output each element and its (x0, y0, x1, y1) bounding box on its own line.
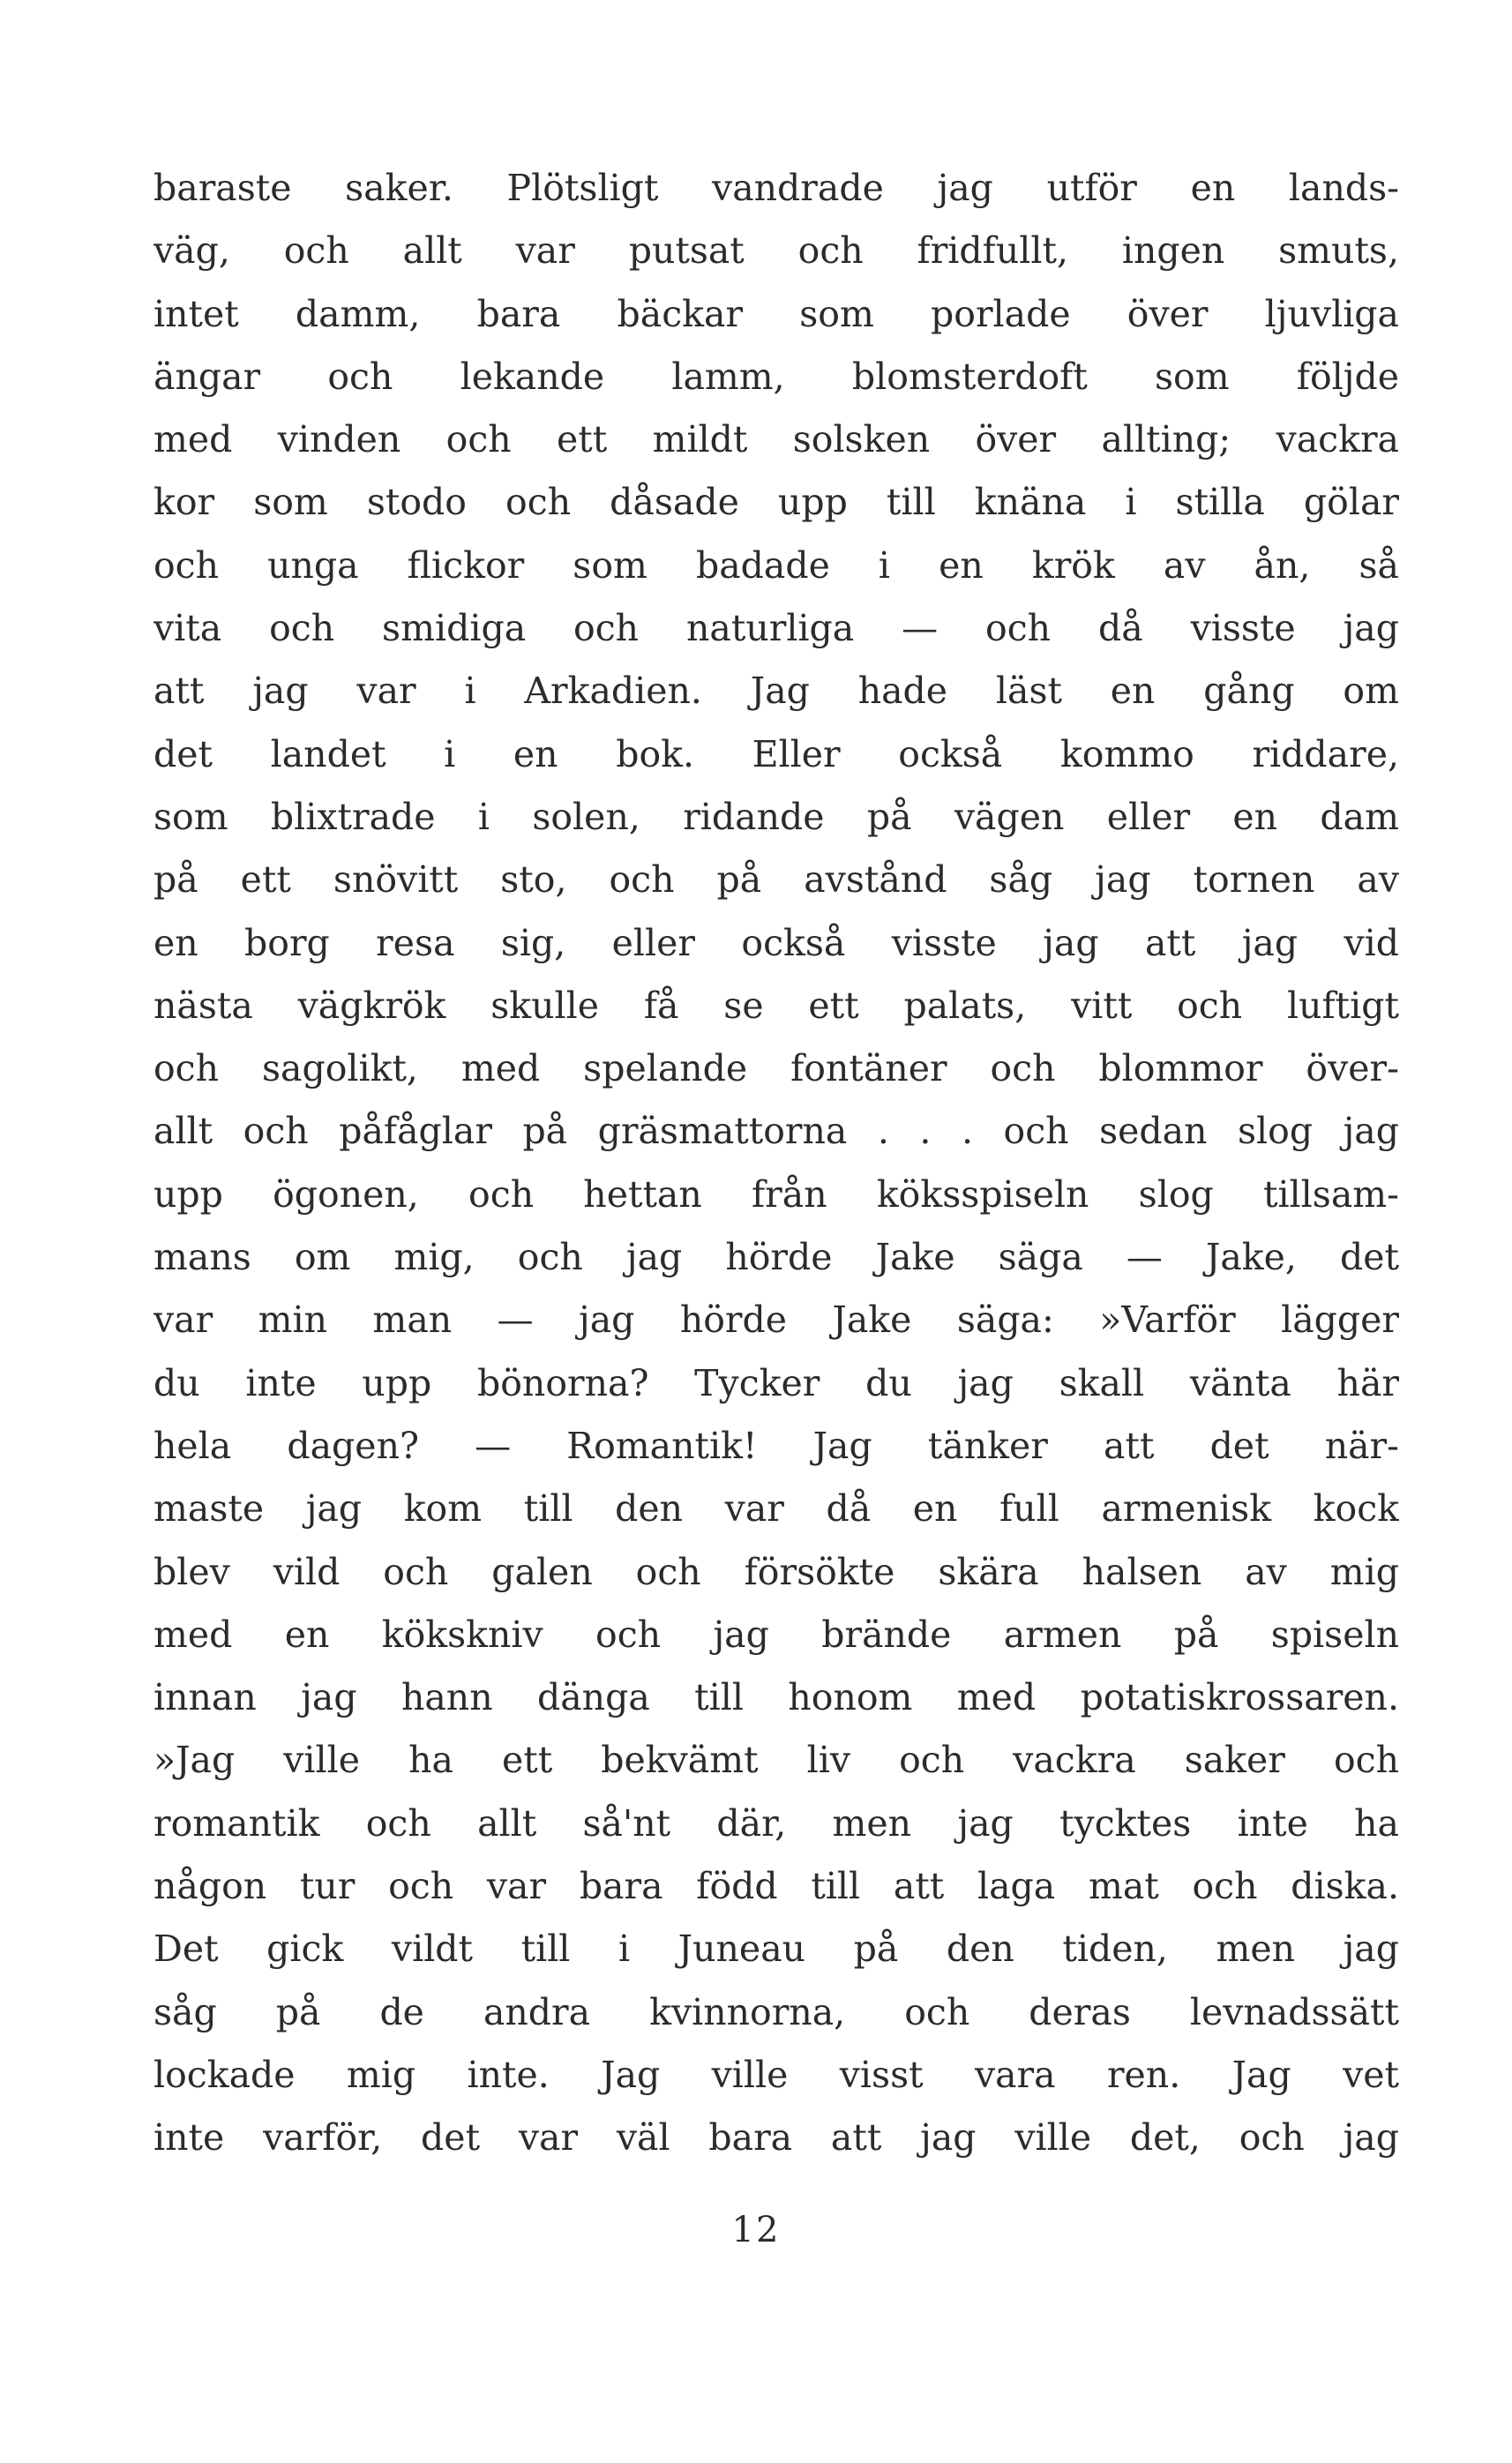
text-line: en borg resa sig, eller också visste jag att jag vid (153, 921, 1399, 964)
text-line: och unga flickor som badade i en krök av ån, så (153, 543, 1399, 587)
text-line: väg, och allt var putsat och fridfullt, ingen smuts, (153, 229, 1399, 273)
text-line: hela dagen? — Romantik! Jag tänker att det när- (153, 1424, 1399, 1467)
body-text (153, 157, 1399, 2170)
text-line: var min man — jag hörde Jake säga: »Varför lägger (153, 1299, 1399, 1342)
text-line: såg på de andra kvinnorna, och deras levnadssätt (153, 1990, 1399, 2033)
text-line: romantik och allt så'nt där, men jag tycktes inte ha (153, 1801, 1399, 1845)
text-line: lockade mig inte. Jag ville visst vara ren. Jag vet (153, 2053, 1399, 2096)
text-line: det landet i en bok. Eller också kommo riddare, (153, 732, 1399, 775)
text-line: att jag var i Arkadien. Jag hade läst en gång om (153, 670, 1399, 713)
text-line: vita och smidiga och naturliga — och då visste jag (153, 607, 1399, 650)
text-line: som blixtrade i solen, ridande på vägen eller en dam (153, 795, 1399, 838)
text-line: du inte upp bönorna? Tycker du jag skall vänta här (153, 1361, 1399, 1404)
text-line: och sagolikt, med spelande fontäner och blommor över- (153, 1047, 1399, 1090)
text-line: nästa vägkrök skulle få se ett palats, vitt och luftigt (153, 984, 1399, 1027)
text-line: allt och påfåglar på gräsmattorna . . . och sedan slog jag (153, 1110, 1399, 1153)
text-line: ängar och lekande lamm, blomsterdoft som följde (153, 355, 1399, 398)
text-line: mans om mig, och jag hörde Jake säga — Jake, det (153, 1236, 1399, 1279)
text-line: inte varför, det var väl bara att jag ville det, och jag (153, 2116, 1399, 2160)
text-line: någon tur och var bara född till att laga mat och diska. (153, 1865, 1399, 1908)
text-line: blev vild och galen och försökte skära halsen av mig (153, 1550, 1399, 1593)
text-line: »Jag ville ha ett bekvämt liv och vackra saker och (153, 1739, 1399, 1782)
page-number: 12 (731, 2210, 781, 2250)
text-line: maste jag kom till den var då en full armenisk kock (153, 1487, 1399, 1531)
text-line: innan jag hann dänga till honom med potatiskrossaren. (153, 1676, 1399, 1719)
text-line: Det gick vildt till i Juneau på den tiden, men jag (153, 1928, 1399, 1971)
text-line: baraste saker. Plötsligt vandrade jag utför en lands- (153, 167, 1399, 209)
text-line: kor som stodo och dåsade upp till knäna i stilla gölar (153, 481, 1399, 524)
text-line: med vinden och ett mildt solsken över allting; vackra (153, 418, 1399, 461)
text-line: upp ögonen, och hettan från köksspiseln slog tillsam- (153, 1172, 1399, 1216)
text-line: intet damm, bara bäckar som porlade över ljuvliga (153, 292, 1399, 335)
text-line: med en kökskniv och jag brände armen på spiseln (153, 1613, 1399, 1656)
text-line: på ett snövitt sto, och på avstånd såg jag tornen av (153, 858, 1399, 902)
